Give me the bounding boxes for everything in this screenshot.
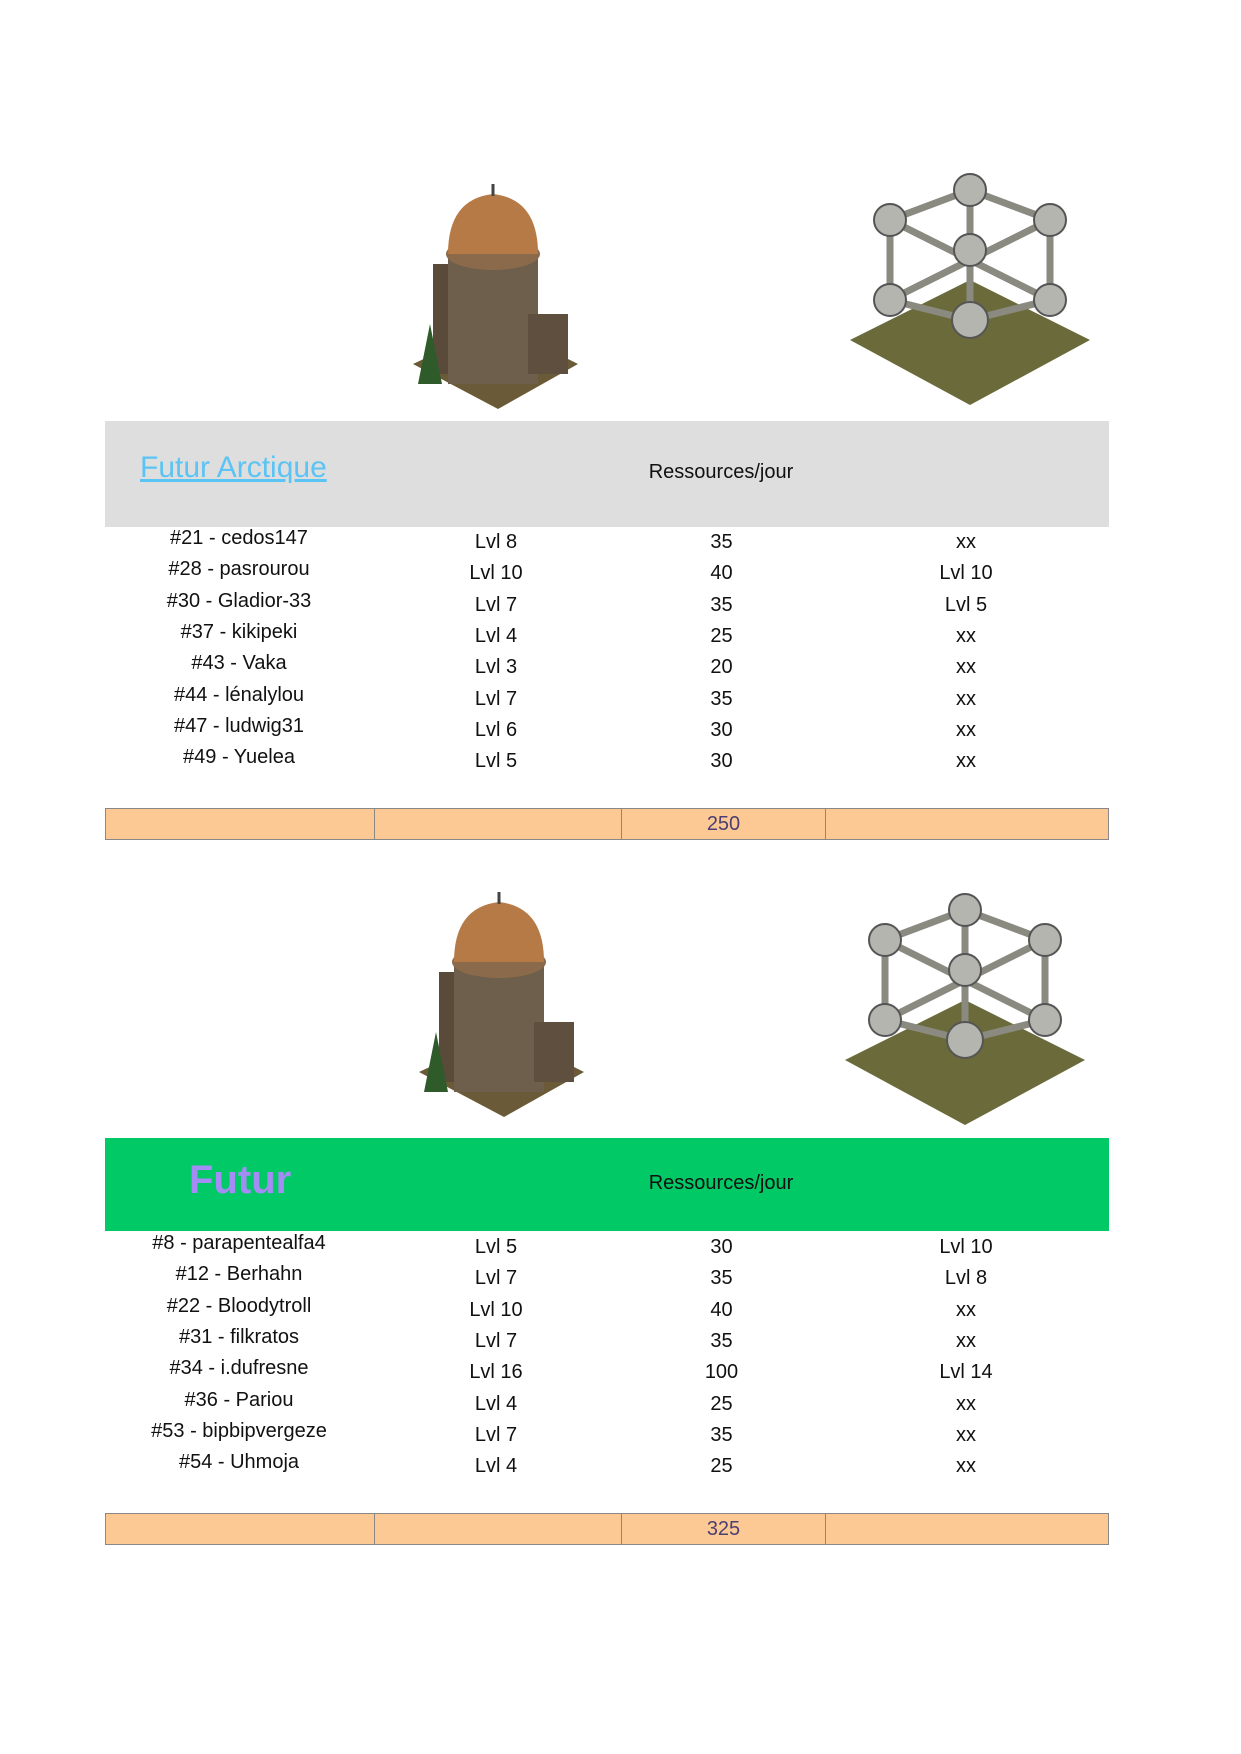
- table-row: [105, 1388, 1109, 1422]
- table-row: [105, 1234, 1109, 1265]
- player-name-cell: #21 - cedos147: [170, 527, 308, 549]
- resources-per-day-cell: 35: [710, 1423, 733, 1446]
- level-a-cell: Lvl 3: [474, 656, 518, 679]
- level-a-cell: Lvl 10: [469, 562, 523, 585]
- level-b-cell: Lvl 5: [944, 593, 988, 616]
- level-b-cell: xx: [956, 750, 976, 773]
- level-b-cell: xx: [956, 1329, 976, 1352]
- level-b-cell: xx: [956, 531, 976, 553]
- section-title-link[interactable]: Futur Arctique: [140, 451, 327, 484]
- player-name-cell: #28 - pasrourou: [168, 558, 310, 581]
- table-row: [105, 1359, 1109, 1390]
- player-name-cell: #8 - parapentealfa4: [152, 1232, 326, 1254]
- table-row: [105, 560, 1109, 591]
- level-b-cell: xx: [956, 718, 976, 741]
- observatory-building-image: [408, 184, 583, 412]
- table-row: [105, 529, 1109, 560]
- table-row: [105, 683, 1109, 717]
- player-name-cell: #54 - Uhmoja: [178, 1451, 300, 1474]
- level-a-cell: Lvl 4: [474, 1455, 518, 1478]
- total-value: 325: [622, 1514, 826, 1544]
- player-name-cell: #53 - bipbipvergeze: [151, 1419, 327, 1442]
- level-a-cell: Lvl 7: [474, 687, 518, 710]
- table-row: [105, 748, 1109, 779]
- observatory-building-image: [414, 892, 589, 1120]
- player-name-cell: #44 - lénalylou: [173, 683, 305, 706]
- level-b-cell: xx: [956, 624, 976, 647]
- resources-per-day-cell: 25: [710, 1392, 733, 1415]
- column-header-resources: Ressources/jour: [648, 1172, 794, 1194]
- table-row: [105, 1325, 1109, 1359]
- resources-per-day-cell: 25: [710, 1455, 733, 1478]
- table-row: [105, 714, 1109, 748]
- player-name-cell: #36 - Pariou: [184, 1388, 294, 1411]
- total-row: [105, 1513, 1109, 1545]
- level-a-cell: Lvl 4: [474, 1392, 518, 1415]
- table-row: [105, 1294, 1109, 1328]
- table-row: [105, 1453, 1109, 1484]
- level-b-cell: xx: [956, 1423, 976, 1446]
- level-b-cell: xx: [956, 687, 976, 710]
- player-name-cell: #12 - Berhahn: [175, 1263, 303, 1286]
- level-a-cell: Lvl 16: [469, 1361, 523, 1384]
- resources-per-day-cell: 30: [710, 718, 733, 741]
- level-a-cell: Lvl 7: [474, 1423, 518, 1446]
- resources-per-day-cell: 35: [710, 593, 733, 616]
- resources-per-day-cell: 30: [710, 750, 733, 773]
- level-a-cell: Lvl 6: [474, 718, 518, 741]
- level-b-cell: Lvl 14: [939, 1361, 993, 1384]
- resources-per-day-cell: 35: [710, 531, 733, 553]
- level-b-cell: xx: [956, 656, 976, 679]
- resources-per-day-cell: 40: [710, 1298, 733, 1321]
- player-name-cell: #37 - kikipeki: [180, 620, 298, 643]
- column-header-resources: Ressources/jour: [648, 461, 794, 483]
- player-name-cell: #34 - i.dufresne: [169, 1357, 309, 1380]
- table-row: [105, 589, 1109, 623]
- level-a-cell: Lvl 5: [474, 1236, 518, 1258]
- level-a-cell: Lvl 7: [474, 1329, 518, 1352]
- table-row: [105, 1265, 1109, 1296]
- section-title: Futur: [189, 1158, 292, 1202]
- resources-per-day-cell: 35: [710, 1267, 733, 1290]
- level-a-cell: Lvl 8: [474, 531, 518, 553]
- level-b-cell: Lvl 10: [939, 562, 993, 585]
- player-name-cell: #30 - Gladior-33: [166, 589, 312, 612]
- total-value: 250: [622, 809, 826, 839]
- level-a-cell: Lvl 5: [474, 750, 518, 773]
- atomium-building-image: [845, 890, 1085, 1126]
- player-name-cell: #43 - Vaka: [191, 652, 287, 675]
- table-row: [105, 620, 1109, 654]
- level-a-cell: Lvl 10: [469, 1298, 523, 1321]
- player-name-cell: #49 - Yuelea: [183, 746, 295, 769]
- resources-per-day-cell: 100: [704, 1361, 739, 1384]
- player-name-cell: #47 - ludwig31: [173, 714, 305, 737]
- resources-per-day-cell: 20: [710, 656, 733, 679]
- level-b-cell: Lvl 8: [944, 1267, 988, 1290]
- resources-per-day-cell: 40: [710, 562, 733, 585]
- level-b-cell: xx: [956, 1392, 976, 1415]
- level-b-cell: Lvl 10: [939, 1236, 993, 1258]
- player-name-cell: #31 - filkratos: [178, 1325, 300, 1348]
- resources-per-day-cell: 30: [710, 1236, 733, 1258]
- table-row: [105, 654, 1109, 685]
- table-row: [105, 1419, 1109, 1453]
- level-b-cell: xx: [956, 1298, 976, 1321]
- level-a-cell: Lvl 4: [474, 624, 518, 647]
- total-row: [105, 808, 1109, 840]
- level-a-cell: Lvl 7: [474, 1267, 518, 1290]
- resources-per-day-cell: 35: [710, 1329, 733, 1352]
- level-a-cell: Lvl 7: [474, 593, 518, 616]
- section-header-futur: [105, 1138, 1109, 1231]
- atomium-building-image: [850, 170, 1090, 406]
- resources-per-day-cell: 35: [710, 687, 733, 710]
- resources-per-day-cell: 25: [710, 624, 733, 647]
- section-header-futur-arctique: [105, 421, 1109, 527]
- player-name-cell: #22 - Bloodytroll: [166, 1294, 312, 1317]
- level-b-cell: xx: [956, 1455, 976, 1478]
